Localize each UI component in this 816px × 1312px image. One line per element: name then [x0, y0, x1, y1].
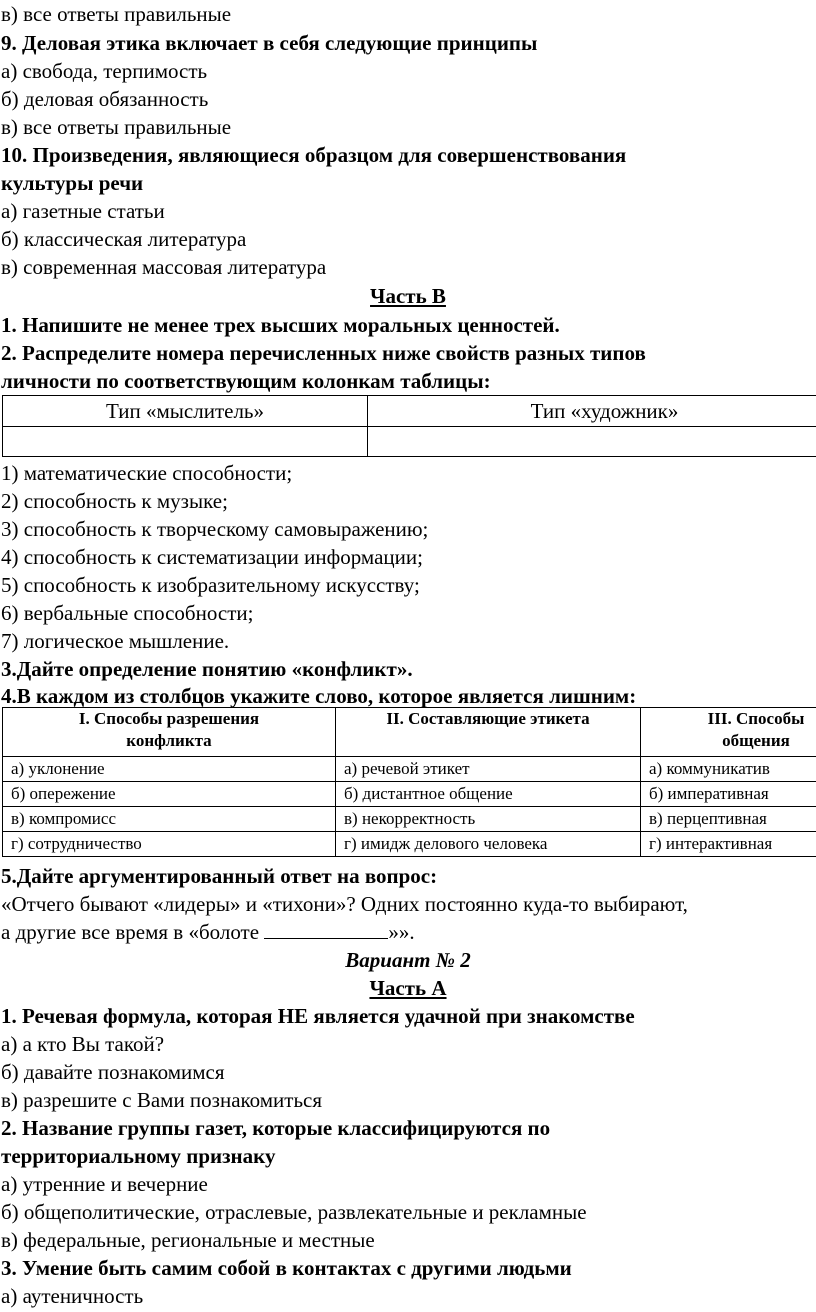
odd-table-header-conflict: I. Способы разрешения конфликта	[3, 708, 336, 757]
table-cell: г) сотрудничество	[3, 832, 336, 857]
q10-option-c: в) современная массовая литература	[1, 255, 327, 279]
variant-heading: Вариант № 2	[345, 948, 471, 972]
q9-option-a: а) свобода, терпимость	[1, 59, 208, 83]
property-item: 5) способность к изобразительному искусству;	[1, 573, 420, 597]
type-table-answer-artist[interactable]	[368, 427, 816, 457]
property-item: 4) способность к систематизации информации;	[1, 545, 423, 569]
part-a-heading: Часть А	[369, 976, 447, 1000]
type-table-answer-thinker[interactable]	[3, 427, 368, 457]
q10-option-a: а) газетные статьи	[1, 199, 165, 223]
b5-quote-line1: «Отчего бывают «лидеры» и «тихони»? Одних постоянно куда-то выбирают,	[1, 892, 688, 916]
table-cell: в) некорректность	[336, 807, 641, 832]
table-row	[3, 757, 816, 782]
b2-task-line1: 2. Распределите номера перечисленных ниже свойств разных типов	[1, 341, 646, 365]
v2-q1-option-b: б) давайте познакомимся	[1, 1060, 225, 1084]
q10-option-b: б) классическая литература	[1, 227, 247, 251]
odd-word-table	[2, 707, 816, 857]
v2-q2-question-line2: территориальному признаку	[1, 1144, 276, 1168]
b4-task: 4.В каждом из столбцов укажите слово, которое является лишним:	[1, 684, 637, 708]
table-cell: г) имидж делового человека	[336, 832, 641, 857]
table-cell: а) уклонение	[3, 757, 336, 782]
type-table-header-thinker: Тип «мыслитель»	[3, 396, 368, 427]
table-cell: б) императивная	[641, 782, 816, 807]
table-cell: б) дистантное общение	[336, 782, 641, 807]
v2-q1-option-c: в) разрешите с Вами познакомиться	[1, 1088, 323, 1112]
table-row	[3, 782, 816, 807]
v2-q2-option-c: в) федеральные, региональные и местные	[1, 1228, 375, 1252]
property-item: 1) математические способности;	[1, 461, 293, 485]
b1-task: 1. Напишите не менее трех высших моральных ценностей.	[1, 313, 560, 337]
q8-option-c: в) все ответы правильные	[1, 2, 232, 26]
part-b-heading: Часть В	[370, 284, 446, 308]
q9-option-c: в) все ответы правильные	[1, 115, 232, 139]
b5-task: 5.Дайте аргументированный ответ на вопрос:	[1, 864, 438, 888]
v2-q2-option-a: а) утренние и вечерние	[1, 1172, 208, 1196]
type-table-header-artist: Тип «художник»	[368, 396, 816, 427]
q9-option-b: б) деловая обязанность	[1, 87, 209, 111]
v2-q1-option-a: а) а кто Вы такой?	[1, 1032, 165, 1056]
v2-q1-question: 1. Речевая формула, которая НЕ является удачной при знакомстве	[1, 1004, 635, 1028]
answer-blank[interactable]	[264, 920, 388, 939]
b2-task-line2: личности по соответствующим колонкам таблицы:	[1, 369, 491, 393]
v2-q3-question: 3. Умение быть самим собой в контактах с другими людьми	[1, 1256, 572, 1280]
v2-q2-question-line1: 2. Название группы газет, которые классифицируются по	[1, 1116, 551, 1140]
type-table	[2, 395, 816, 457]
table-row	[3, 807, 816, 832]
q10-question-line2: культуры речи	[1, 171, 144, 195]
property-item: 6) вербальные способности;	[1, 601, 254, 625]
q9-question: 9. Деловая этика включает в себя следующие принципы	[1, 31, 538, 55]
q10-question-line1: 10. Произведения, являющиеся образцом для совершенствования	[1, 143, 627, 167]
b5-quote-line2: а другие все время в «болоте »».	[1, 920, 415, 944]
odd-table-header-etiquette: II. Составляющие этикета	[336, 708, 641, 757]
b3-task: 3.Дайте определение понятию «конфликт».	[1, 657, 413, 681]
table-cell: г) интерактивная	[641, 832, 816, 857]
property-item: 3) способность к творческому самовыражению;	[1, 517, 429, 541]
table-cell: в) компромисс	[3, 807, 336, 832]
v2-q3-option-a: а) аутеничность	[1, 1284, 144, 1308]
table-row	[3, 832, 816, 857]
v2-q2-option-b: б) общеполитические, отраслевые, развлекательные и рекламные	[1, 1200, 587, 1224]
table-cell: в) перцептивная	[641, 807, 816, 832]
property-item: 7) логическое мышление.	[1, 629, 230, 653]
property-item: 2) способность к музыке;	[1, 489, 228, 513]
table-cell: а) коммуникатив	[641, 757, 816, 782]
table-cell: б) опережение	[3, 782, 336, 807]
odd-table-header-communication: III. Способы общения	[641, 708, 816, 757]
table-cell: а) речевой этикет	[336, 757, 641, 782]
